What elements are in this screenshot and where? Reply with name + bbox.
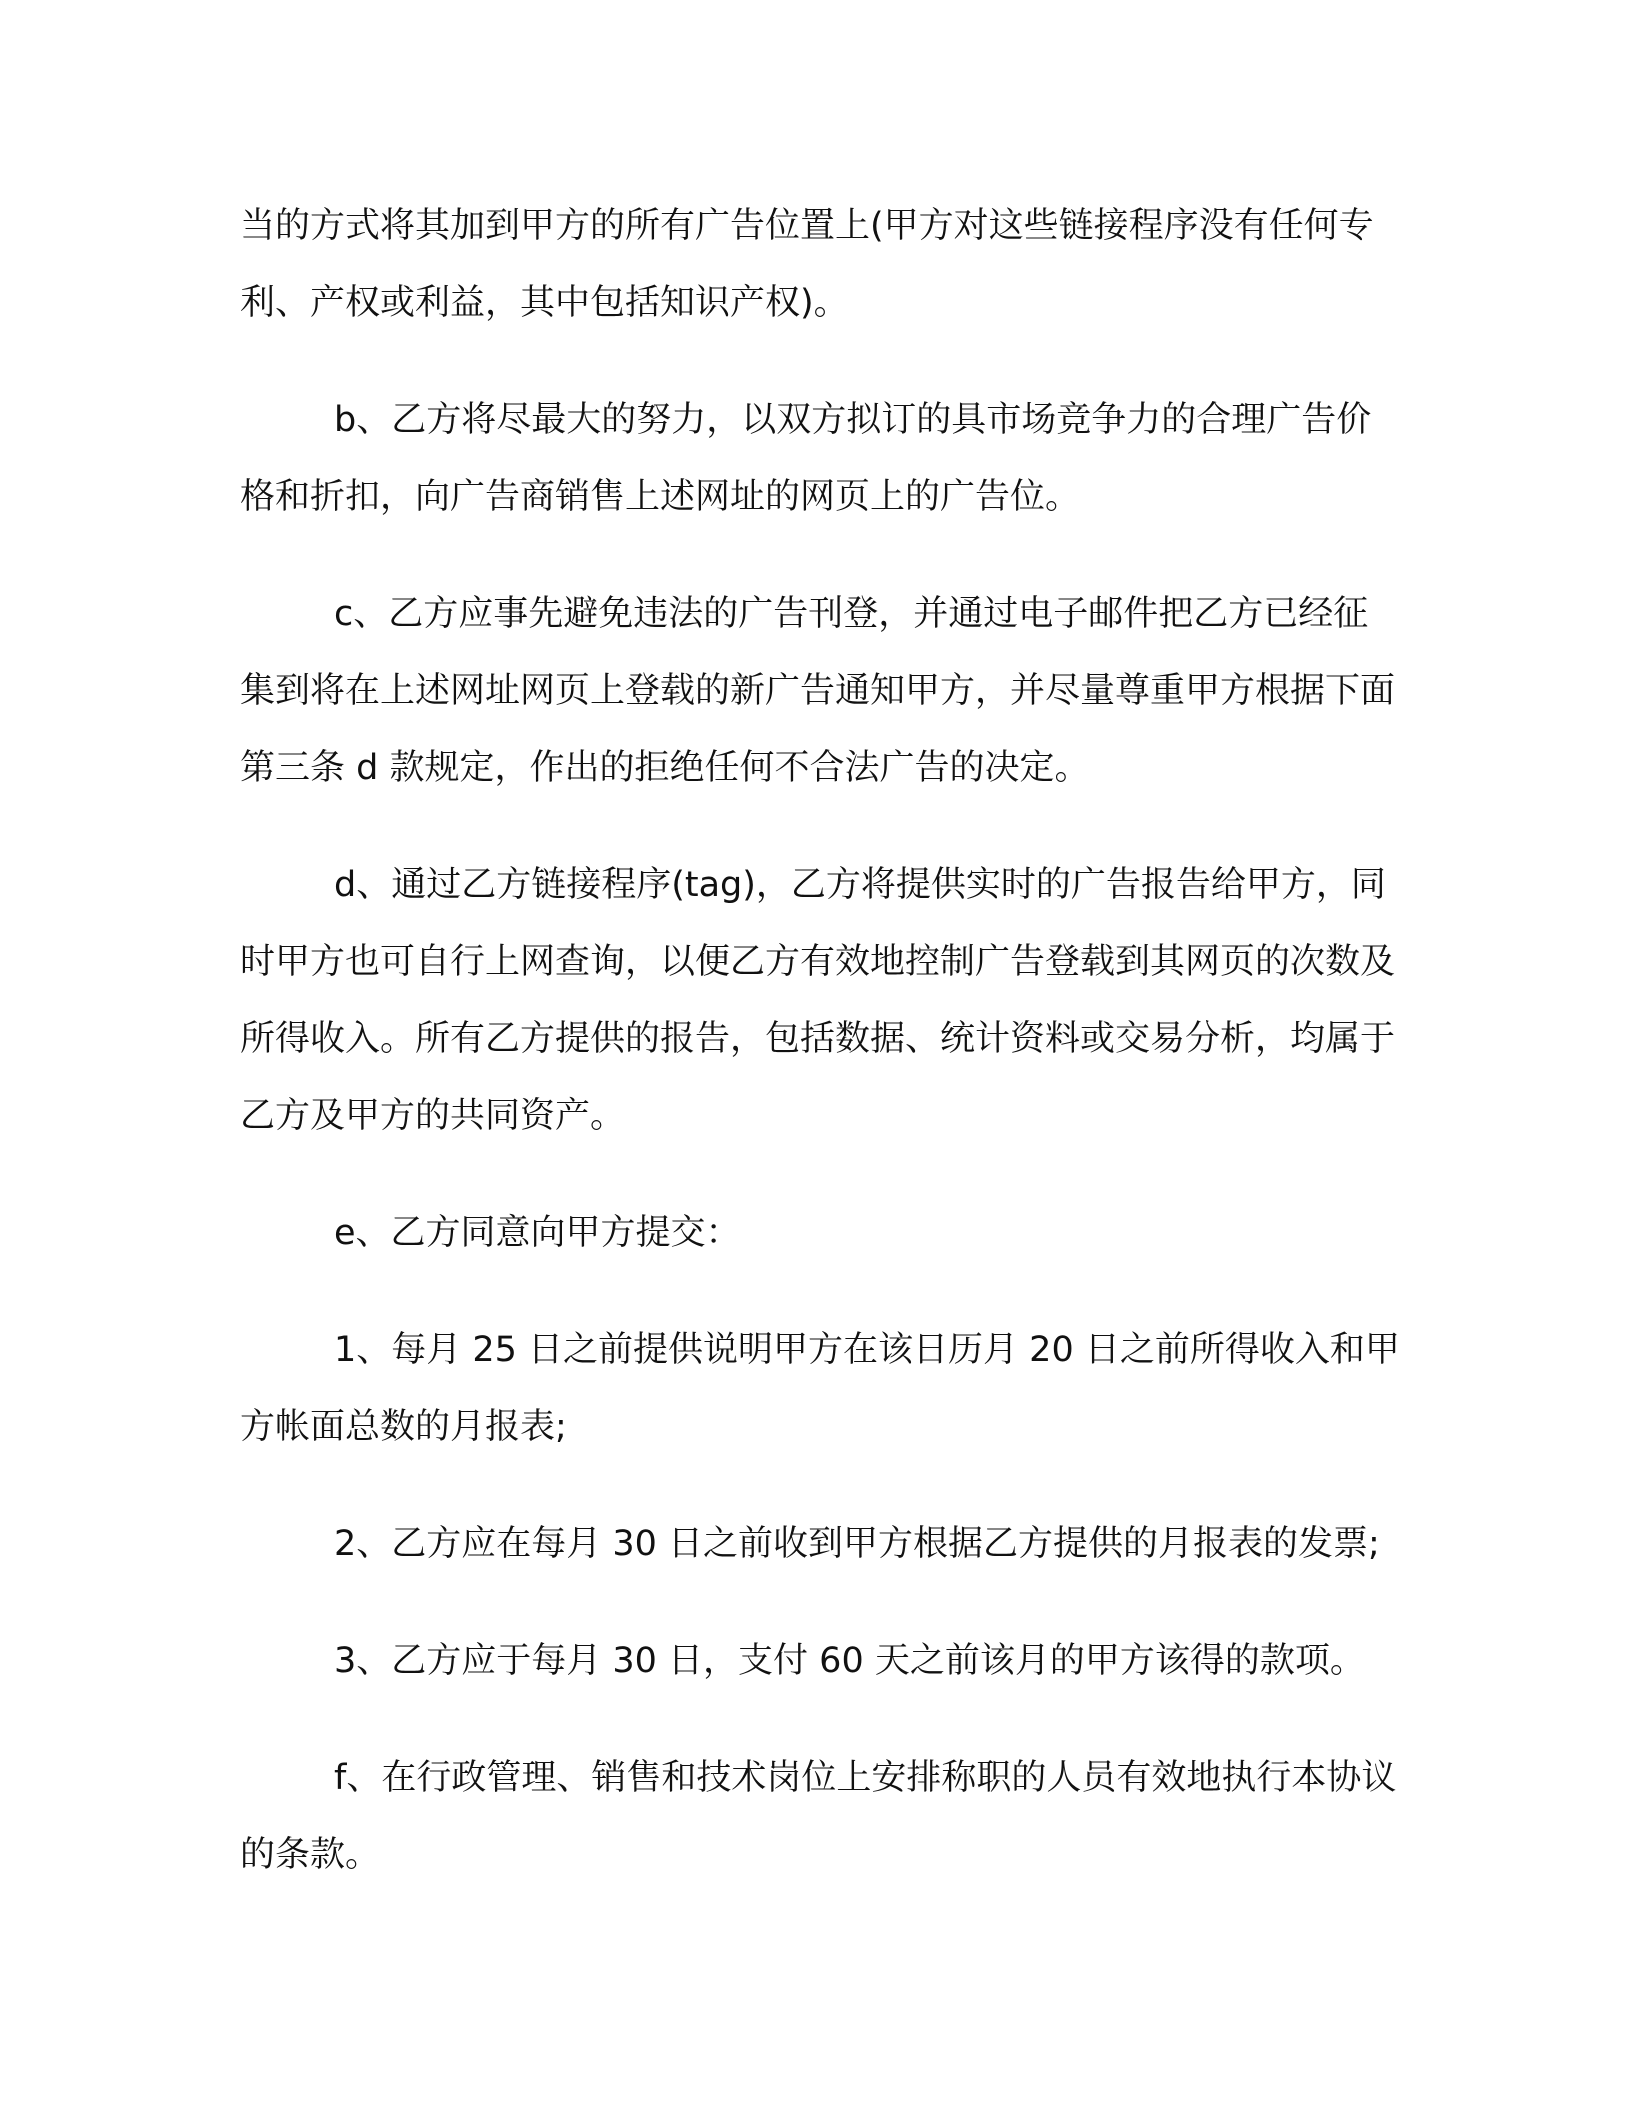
- paragraph-item-2: 2、乙方应在每月 30 日之前收到甲方根据乙方提供的月报表的发票;: [334, 1524, 1380, 1564]
- paragraph-clause-e: e、乙方同意向甲方提交：: [334, 1213, 741, 1253]
- document-body: [240, 188, 1400, 1934]
- paragraph-item-3: 3、乙方应于每月 30 日，支付 60 天之前该月的甲方该得的款项。: [334, 1641, 1365, 1681]
- paragraph-clause-b: b、乙方将尽最大的努力，以双方拟订的具市场竞争力的合理广告价格和折扣，向广告商销售上述网址的网页上的广告位。: [240, 400, 1372, 517]
- paragraph-clause-f: f、在行政管理、销售和技术岗位上安排称职的人员有效地执行本协议的条款。: [240, 1758, 1397, 1875]
- paragraph-clause-c: c、乙方应事先避免违法的广告刊登，并通过电子邮件把乙方已经征集到将在上述网址网页上登载的新广告通知甲方，并尽量尊重甲方根据下面第三条 d 款规定，作出的拒绝任何不合法广告的决定。: [240, 594, 1396, 788]
- paragraph-clause-d: d、通过乙方链接程序(tag)，乙方将提供实时的广告报告给甲方，同时甲方也可自行上网查询，以便乙方有效地控制广告登载到其网页的次数及所得收入。所有乙方提供的报告，包括数据、统计资料或交易分析，均属于乙方及甲方的共同资产。: [240, 865, 1396, 1136]
- paragraph-item-1: 1、每月 25 日之前提供说明甲方在该日历月 20 日之前所得收入和甲方帐面总数的月报表;: [240, 1330, 1400, 1447]
- paragraph-continuation: 当的方式将其加到甲方的所有广告位置上(甲方对这些链接程序没有任何专利、产权或利益，其中包括知识产权)。: [240, 206, 1374, 323]
